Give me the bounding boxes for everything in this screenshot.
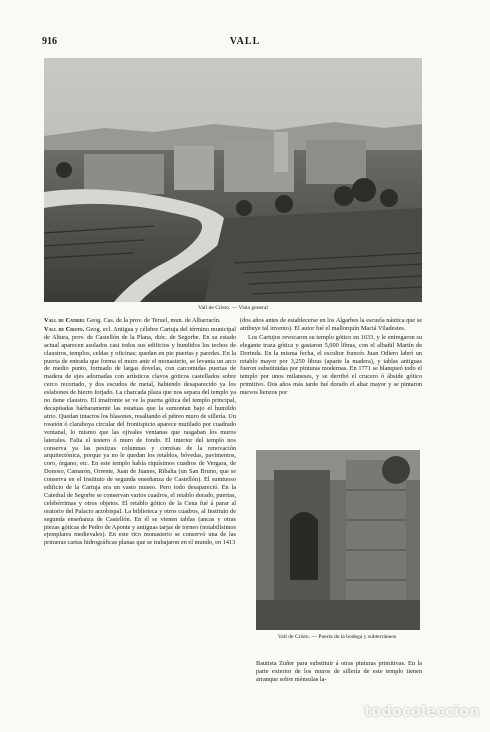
watermark-logo: todocoleccion — [364, 704, 480, 720]
right-paragraph: Bautista Zuñer para substituir á otras pinturas primitivas. En la parte exterior de los muros de sillería de este templo tienen arranque sobre ménsulas la- — [256, 660, 422, 683]
right-text-column-lower — [256, 660, 422, 708]
entry-headword: Vall de Cristo. — [44, 325, 85, 333]
right-photo-caption: Vall de Cristo. — Puerta de la bodega y subterráneos — [277, 634, 397, 640]
right-text-column-upper — [240, 317, 422, 445]
right-paragraph: Los Cartujos revocaron su templo gótico en 1633, y le entregaron su elegante traza gótica y gastaron 5,000 libras, con el albañil Martín de Dorinda. En la misma fecha, el escultor francés Juan Odiero labró un retablo mayor por 3,250 libras (aparte la madera), y tablas antiguas fueron substituidas por pinturas modernas. En 1771 se blanqueó todo el templo por unos milaneses, y se derribó el crucero ó ábside gótico primitivo. Dos años más tarde fué dorado el altar mayor y se pintaron nuevos lienzos por — [240, 333, 422, 397]
general-view-photo — [44, 58, 422, 302]
cellar-door-photo — [256, 450, 420, 630]
entry-vall-de-cristo — [44, 326, 236, 547]
right-paragraph: (dos años antes de establecerse en los Algarbes la escuela náutica que se atribuye tal invento). El autor fué el mallorquín Maciá Viladestes. — [240, 317, 422, 332]
page-number: 916 — [42, 36, 57, 47]
entry-text: Geog. Cas. de la prov. de Teruel, mun. de Albarracín. — [85, 317, 221, 324]
running-title: VALL — [229, 36, 261, 47]
entry-text: Geog. ecl. Antigua y célebre Cartuja del término municipal de Altura, prov. de Castellón de la Plana, dióc. de Segorbe. En su estado actual aparecen asolados casi todos sus edificios y hundidos los techos de claustros, templos, celdas y oficinas; quedan en pie puertas y paredes. En la puerta de entrada que forma el muro ante el monasterio, se levanta un arco de medio punto, formado de largas dovelas, con carcomidas puertas de madera de ejes adornadas con artísticos clavos góticos castellados sobre cerco recortado, y dos escudos de metal, habiendo desaparecido ya los eslabones de hierro forjado. La charcada plaza que nos separa del templo ya no tiene claustro. El imafronte se ve la puerta gótica del templo principal, decapitadas bárbaramente las estatuas que la sumontan bajo el humildo atrio. Quedan intactos los blasones, resaltando el pétreo muro de sillería. Un rosetón ó claraboya circular del frontispicio aparece mutilado por cuadrado ventanal, lo mismo que las ojivales ventanas que rasgaban los muros laterales. Falta el testero ó muro de fondo. El interior del templo nos conserva ya las pestizas columnas y cornisas de la renovación arquitectónica, porque ya no le quedan los retablos, bóvedas, pavimentos, coro, órgano, etc. En este templo había riquísimos cuadros de Vergara, de Donoso, Camarón, Orrente, Juan de Juanes, Ribalta (un San Bruno, que se conserva en el Instituto de segunda enseñanza de Castellón). El sumtuoso edificio de la Cartuja era un vasto museo. Pero todo desapareció. En la Catedral de Segorbe se conservan varios cuadros, el retablo dorado, puertas, celebérrimas y otros objetos. El retablo gótico de la Cena fué á parar al oratorio del Palacio arzobispal. La biblioteca y otros cuadros, al Instituto de segunda enseñanza de Castellón. En él se vienen tablas (ancas y otras piezas góticas de Pedro de Aponte y antiguas tarjas de torneo (notabilísimos ejemplares medievales). En este rico monasterio se conservó una de las primeras cartas hidrográficas planas que se trabajaron en el mundo, en 1413 — [44, 325, 236, 547]
entry-headword: Vall de Catriel — [44, 317, 86, 324]
left-text-column — [44, 317, 236, 707]
entry-vall-de-catriel — [44, 317, 236, 325]
top-photo-caption: Vall de Cristo. — Vista general — [198, 305, 268, 311]
